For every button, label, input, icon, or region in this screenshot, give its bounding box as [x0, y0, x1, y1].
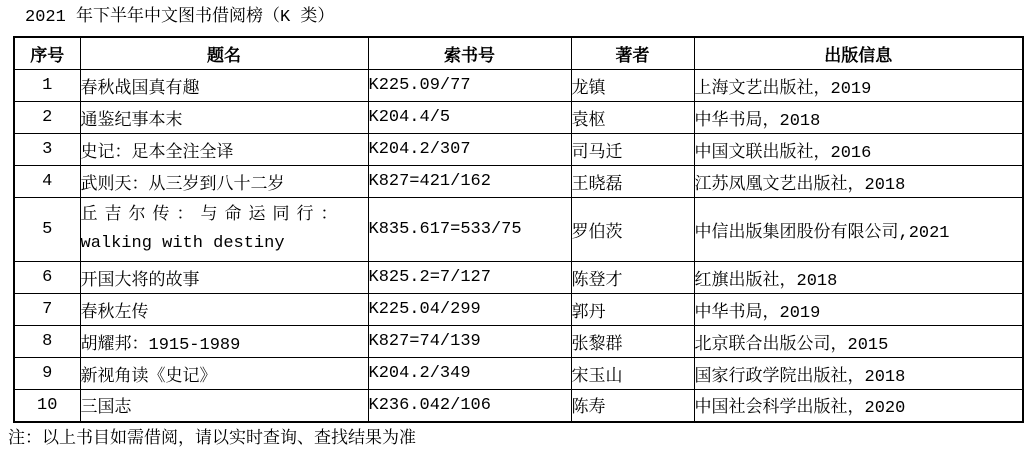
cell-author: 陈寿	[571, 390, 694, 422]
cell-pub: 中华书局，2019	[694, 294, 1023, 326]
cell-call-no: K825.2=7/127	[368, 262, 571, 294]
cell-title: 开国大将的故事	[80, 262, 368, 294]
table-row	[14, 134, 1023, 166]
cell-no: 10	[14, 390, 80, 422]
header-title: 题名	[80, 37, 368, 70]
cell-call-no: K835.617=533/75	[368, 198, 571, 262]
header-row	[14, 37, 1023, 70]
cell-title: 三国志	[80, 390, 368, 422]
cell-call-no: K236.042/106	[368, 390, 571, 422]
cell-title: 春秋左传	[80, 294, 368, 326]
cell-title	[80, 198, 368, 262]
cell-call-no: K225.04/299	[368, 294, 571, 326]
borrow-ranking-table	[13, 36, 1024, 423]
cell-pub: 上海文艺出版社，2019	[694, 70, 1023, 102]
cell-no: 8	[14, 326, 80, 358]
cell-author: 龙镇	[571, 70, 694, 102]
cell-pub: 国家行政学院出版社，2018	[694, 358, 1023, 390]
cell-title: 胡耀邦：1915-1989	[80, 326, 368, 358]
cell-pub: 中国文联出版社，2016	[694, 134, 1023, 166]
cell-no: 5	[14, 198, 80, 262]
cell-pub: 中国社会科学出版社，2020	[694, 390, 1023, 422]
cell-call-no: K827=74/139	[368, 326, 571, 358]
cell-pub: 红旗出版社，2018	[694, 262, 1023, 294]
cell-call-no: K204.4/5	[368, 102, 571, 134]
cell-author: 司马迁	[571, 134, 694, 166]
table-row	[14, 70, 1023, 102]
cell-no: 2	[14, 102, 80, 134]
header-author: 著者	[571, 37, 694, 70]
cell-pub: 北京联合出版公司，2015	[694, 326, 1023, 358]
title-line: walking with destiny	[80, 233, 285, 253]
header-call-no: 索书号	[368, 37, 571, 70]
header-pub: 出版信息	[694, 37, 1023, 70]
cell-call-no: K225.09/77	[368, 70, 571, 102]
cell-no: 3	[14, 134, 80, 166]
cell-title: 武则天：从三岁到八十二岁	[80, 166, 368, 198]
footnote: 注：以上书目如需借阅，请以实时查询、查找结果为准	[8, 429, 416, 449]
cell-title: 春秋战国真有趣	[80, 70, 368, 102]
cell-title: 新视角读《史记》	[80, 358, 368, 390]
cell-author: 宋玉山	[571, 358, 694, 390]
cell-author: 陈登才	[571, 262, 694, 294]
table-row	[14, 390, 1023, 422]
table-row	[14, 102, 1023, 134]
cell-pub: 中华书局，2018	[694, 102, 1023, 134]
cell-no: 7	[14, 294, 80, 326]
table-row	[14, 358, 1023, 390]
cell-author: 王晓磊	[571, 166, 694, 198]
cell-author: 罗伯茨	[571, 198, 694, 262]
table-row	[14, 262, 1023, 294]
title-line: 丘吉尔传：与命运同行：	[80, 205, 345, 225]
cell-author: 张黎群	[571, 326, 694, 358]
cell-no: 1	[14, 70, 80, 102]
table-row	[14, 166, 1023, 198]
cell-call-no: K204.2/307	[368, 134, 571, 166]
table-row	[14, 294, 1023, 326]
cell-author: 袁枢	[571, 102, 694, 134]
cell-call-no: K827=421/162	[368, 166, 571, 198]
cell-title: 通鉴纪事本末	[80, 102, 368, 134]
cell-no: 9	[14, 358, 80, 390]
cell-no: 6	[14, 262, 80, 294]
cell-pub: 中信出版集团股份有限公司,2021	[694, 198, 1023, 262]
page-title: 2021 年下半年中文图书借阅榜（K 类）	[25, 8, 335, 27]
cell-call-no: K204.2/349	[368, 358, 571, 390]
cell-no: 4	[14, 166, 80, 198]
header-no: 序号	[14, 37, 80, 70]
cell-pub: 江苏凤凰文艺出版社，2018	[694, 166, 1023, 198]
cell-author: 郭丹	[571, 294, 694, 326]
cell-title: 史记：足本全注全译	[80, 134, 368, 166]
table-row	[14, 326, 1023, 358]
table-row	[14, 198, 1023, 262]
